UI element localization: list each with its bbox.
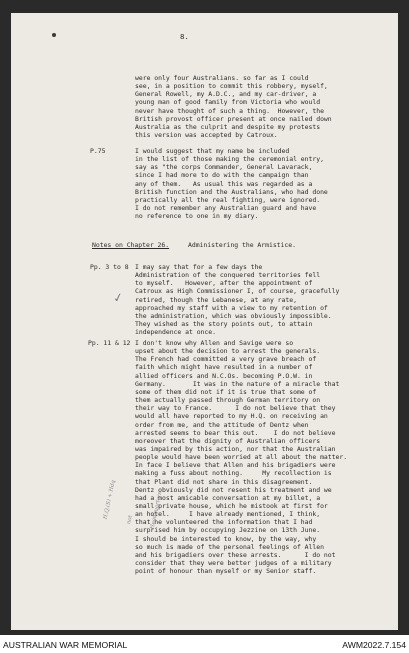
text-line: never have thought of such a thing. However, the (135, 106, 324, 115)
margin-note-line: not (126, 514, 134, 525)
footer-institution: AUSTRALIAN WAR MEMORIAL (3, 640, 128, 650)
text-line: General Rowell, my A.D.C., and my car-driver, a (135, 90, 317, 99)
margin-note-line: H.Q.(S) + Hdq (102, 479, 117, 520)
text-line: small private house, which he mistook at first for (135, 502, 328, 510)
text-line: were only four Australians. so far as I could (135, 74, 309, 82)
chapter-heading-label: Notes on Chapter 26. (92, 241, 170, 249)
checkmark-annotation: ✓ (112, 289, 125, 307)
text-line: retired, though the Lebanese, at any rate, (135, 295, 297, 304)
text-line: practically all the real fighting, were ignored. (135, 195, 321, 204)
text-line: point of honour than myself or my Senior staff. (135, 567, 317, 576)
text-line: independence at once. (135, 328, 216, 337)
text-line: so much is made of the personal feelings of Allen (135, 542, 324, 551)
text-line: I do not remember any Australian guard and have (135, 204, 317, 213)
text-line: British provost officer present at once nailed down (135, 114, 332, 123)
text-line: The French had committed a very grave breach of (135, 355, 317, 364)
footer-catalogue-id: AWM2022.7.154 (342, 640, 406, 650)
text-line: I should be interested to know, by the way, why (135, 534, 317, 543)
punch-hole-mark (52, 33, 56, 37)
text-line: some of them did not if it is true that some of (135, 387, 317, 396)
text-line: since I had more to do with the campaign than (135, 171, 309, 180)
text-line: Dentz obviously did not resent his treatment and we (135, 485, 332, 494)
text-line: making a fuss about nothing. My recollection is (135, 469, 332, 478)
text-line: I don't know why Allen and Savige were so (135, 339, 294, 347)
pp11-reference: Pp. 11 & 12 (88, 339, 131, 347)
chapter-heading-title: Administering the Armistice. (188, 241, 296, 249)
text-line: Australia as the culprit and despite my protests (135, 122, 321, 131)
text-line: no reference to one in my diary. (135, 212, 259, 221)
text-line: and his brigadiers over these arrests. I do not (135, 550, 336, 559)
text-line: would all have reported to my H.Q. on receiving an (135, 412, 328, 421)
text-line: They wished as the story points out, to attain (135, 320, 313, 329)
text-line: In face I believe that Allen and his brigadiers were (135, 461, 336, 470)
text-line: to myself. However, after the appointment of (135, 279, 313, 288)
text-line: I would suggest that my name be included (135, 147, 290, 155)
text-line: an hotel. I have already mentioned, I think, (135, 510, 321, 519)
text-line: surprised him by occupying Jezzine on 13th June. (135, 526, 321, 535)
p75-reference: P.75 (90, 147, 106, 155)
text-line: moreover that the dignity of Australian officers (135, 436, 321, 445)
text-line: faith which might have resulted in a number of (135, 363, 313, 372)
text-line: any of them. As usual this was regarded as a (135, 179, 313, 188)
text-line: people would have been worried at all about the matter. (135, 453, 348, 462)
text-line: Germany. It was in the nature of a miracle that (135, 379, 340, 388)
text-line: young man of good family from Victoria who would (135, 98, 321, 107)
text-line: order from me, and the attitude of Dentz when (135, 420, 309, 429)
text-line: Administration of the conquered territories fell (135, 271, 321, 280)
text-line: their way to France. I do not believe that they (135, 404, 336, 413)
text-line: consider that they were better judges of a military (135, 559, 332, 568)
text-line: see, in a position to commit this robbery, myself, (135, 82, 328, 91)
text-line: British function and the Australians, who had done (135, 187, 328, 196)
page-number: 8. (180, 32, 189, 41)
text-line: approached my staff with a view to my retention of (135, 303, 328, 312)
text-line: that Plant did not share in this disagreement. (135, 477, 313, 486)
text-line: allied officers and N.C.Os. becoming P.O.W. in (135, 371, 313, 380)
pp3-reference: Pp. 3 to 8 (90, 263, 129, 271)
text-line: in the list of those making the ceremonial entry, (135, 155, 324, 164)
text-line: arrested seems to bear this out. I do not believe (135, 428, 336, 437)
margin-note-line: Headquarters (149, 491, 164, 530)
text-line: had a most amicable conversation at my billet, a (135, 493, 321, 502)
text-line: that he volunteered the information that I had (135, 518, 313, 527)
archive-footer (0, 635, 409, 653)
text-line: I may say that for a few days the (135, 263, 263, 271)
text-line: say as "the corps Commander, General Lavarack, (135, 163, 313, 172)
text-line: the administration, which was obviously impossible. (135, 311, 332, 320)
text-line: this version was accepted by Catroux. (135, 131, 278, 140)
text-line: was impaired by this action, nor that the Australian (135, 444, 336, 453)
text-line: them actually passed through German territory on (135, 396, 321, 405)
text-line: upset about the decision to arrest the generals. (135, 347, 321, 356)
text-line: Catroux as High Commissioner I, of course, gracefully (135, 287, 340, 296)
